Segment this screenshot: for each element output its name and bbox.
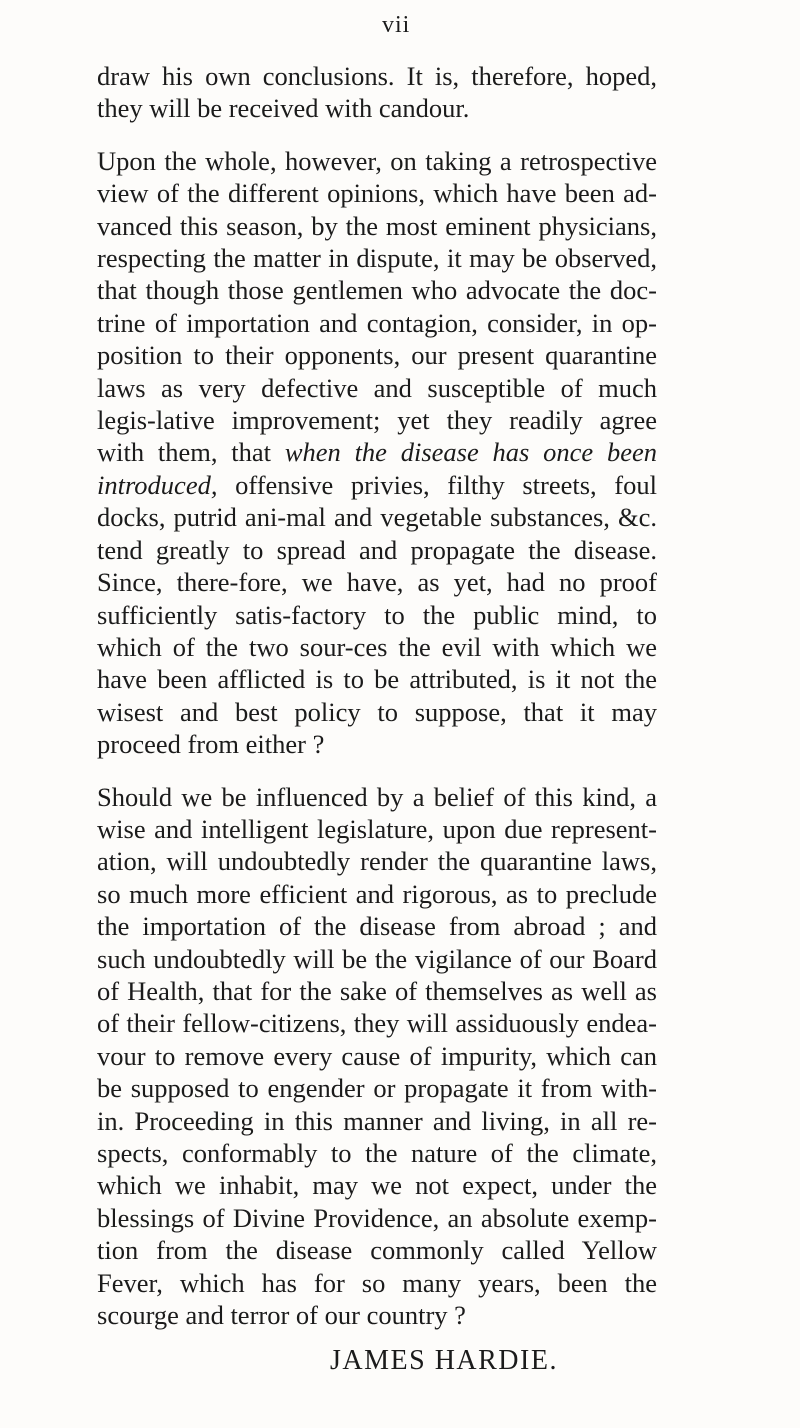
paragraph-2: [97, 145, 657, 761]
paragraph-2-italic-phrase: when the disease has once been introduced,: [97, 437, 657, 500]
paragraph-1: draw his own conclusions. It is, therefore, hoped, they will be received with candour.: [97, 61, 657, 124]
paragraph-gap: [97, 125, 657, 145]
author-signature: JAMES HARDIE.: [330, 1345, 558, 1376]
paragraph-2-text-start: Upon the whole, however, on taking a retrospective view of the different opinions, which have been ad-vanced this season, by the most eminent physicians, respecting the matter in dispute, it may be observed, that though those gentlemen who advocate the doc-trine of importation and contagion, consider, in op-position to their opponents, our present quarantine laws as very defective and susceptible of much legis-lative improvement; yet they readily agree with them, that: [97, 145, 657, 468]
paragraph-2-text-end: offensive privies, filthy streets, foul docks, putrid ani-mal and vegetable substances, &c. tend greatly to spread and propagate the disease. Since, there-fore, we have, as yet, had no proof sufficiently satis-factory to the public mind, to which of the two sour-ces the evil with which we have been afflicted is to be attributed, is it not the wisest and best policy to suppose, that it may proceed from either ?: [97, 469, 657, 760]
body-text: [97, 60, 657, 1331]
page-number: vii: [382, 12, 411, 38]
paragraph-3: Should we be influenced by a belief of this kind, a wise and intelligent legislature, upon due represent-ation, will undoubtedly render the quarantine laws, so much more efficient and rigorous, as to preclude the importation of the disease from abroad ; and such undoubtedly will be the vigilance of our Board of Health, that for the sake of themselves as well as of their fellow-citizens, they will assiduously endea-vour to remove every cause of impurity, which can be supposed to engender or propagate it from with-in. Proceeding in this manner and living, in all re-spects, conformably to the nature of the climate, which we inhabit, may we not expect, under the blessings of Divine Providence, an absolute exemp-tion from the disease commonly called Yellow Fever, which has for so many years, been the scourge and terror of our country ?: [97, 781, 657, 1331]
paragraph-gap: [97, 761, 657, 781]
